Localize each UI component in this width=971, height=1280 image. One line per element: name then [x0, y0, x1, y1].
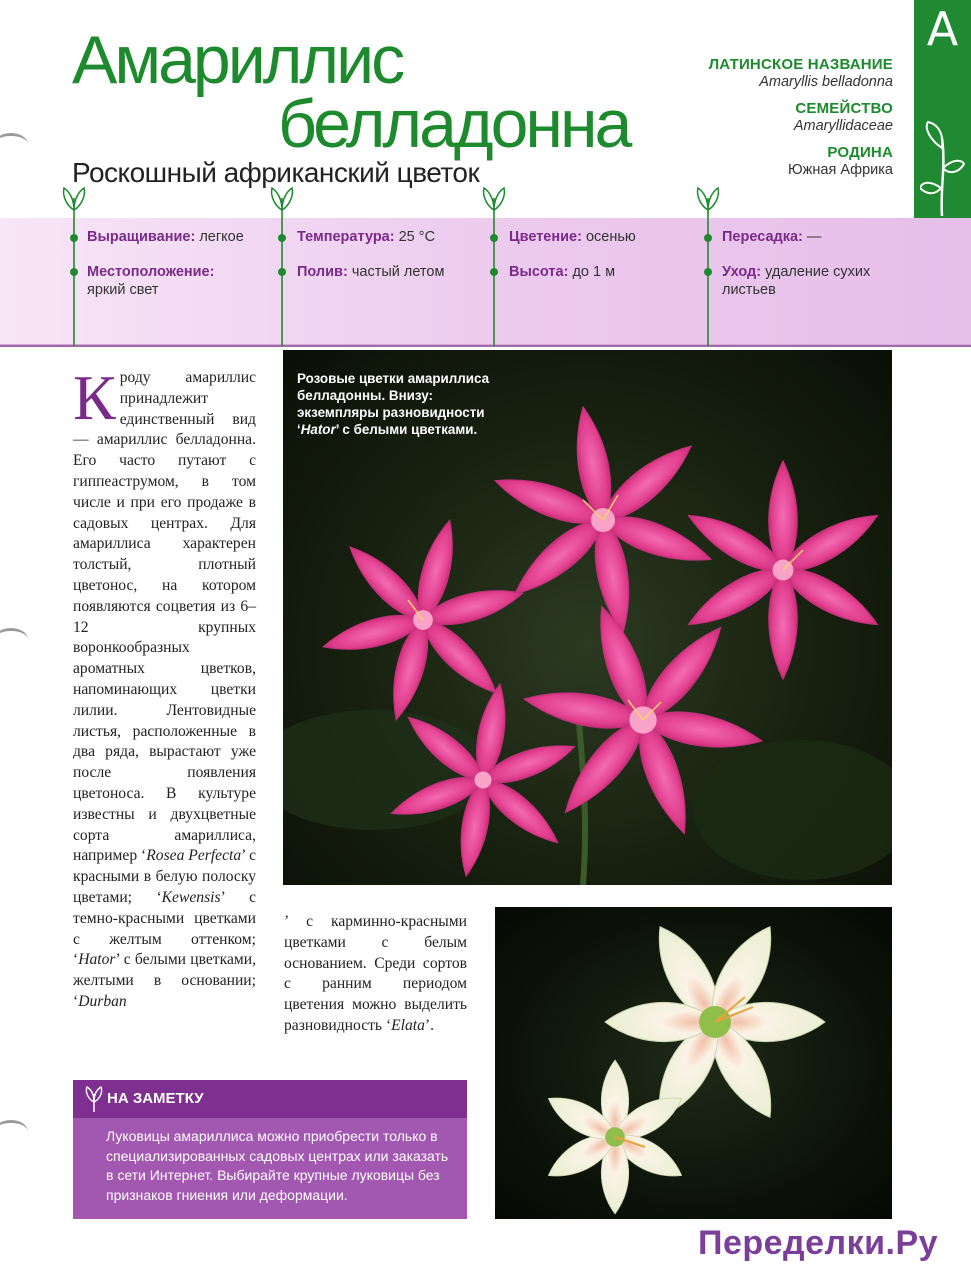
- bullet-dot: [70, 234, 78, 242]
- white-amaryllis-photo: [495, 907, 892, 1219]
- punch-hole: [0, 133, 28, 156]
- page-title: [72, 22, 630, 162]
- bullet-dot: [490, 268, 498, 276]
- care-maintenance: Уход: удаление сухих листьев: [722, 264, 871, 298]
- sprout-icon: [83, 1086, 105, 1112]
- stem-icon: [695, 186, 721, 346]
- title-line-1: Амариллис: [72, 22, 403, 98]
- bullet-dot: [70, 268, 78, 276]
- bullet-dot: [490, 234, 498, 242]
- family-value: Amaryllidaceae: [793, 118, 893, 134]
- bullet-dot: [704, 268, 712, 276]
- care-temperature: Температура: 25 °С: [297, 229, 436, 245]
- origin-value: Южная Африка: [788, 162, 893, 178]
- note-text: Луковицы амариллиса можно приобрести только в специализированных садовых центрах или заказать в сети Интернет. Выбирайте крупные луковицы без признаков гниения или деформации.: [106, 1128, 449, 1203]
- latin-name-value: Amaryllis belladonna: [759, 74, 893, 90]
- punch-hole: [0, 628, 28, 651]
- alphabet-tab: [914, 0, 971, 219]
- plant-facts: [709, 56, 893, 188]
- care-location: Местоположение: яркий свет: [87, 264, 215, 298]
- tab-letter: А: [926, 2, 959, 56]
- origin-label: РОДИНА: [827, 144, 893, 161]
- care-flowering: Цветение: осенью: [509, 229, 636, 245]
- white-flowers-illustration: [495, 907, 892, 1219]
- article-column-1: Кроду амариллис принадлежит единственный вид — амариллис белладонна. Его часто путают с гиппеаструмом, в том числе и при его продаже в садовых центрах. Для амариллиса характерен толстый, плотный цветонос, на котором появляются соцветия из 6–12 крупных воронкообразных ароматных цветков, напоминающих цветки лилии. Лентовидные листья, расположенные в два ряда, вырастают уже после появления цветоноса. В культуре известны и двухцветные сорта амариллиса, например ‘Rosea Perfecta’ с красными в белую полоску цветами; ‘Kewensis’ с темно-красными цветками с желтым оттенком; ‘Hator’ с белыми цветками, желтыми в основании; ‘Durban: [73, 362, 257, 1010]
- stem-icon: [269, 186, 295, 346]
- bullet-dot: [278, 234, 286, 242]
- site-watermark: Переделки.Ру: [698, 1224, 939, 1262]
- care-height: Высота: до 1 м: [509, 264, 616, 280]
- article-column-2: ’ с карминно-красными цветками с белым основанием. Среди сортов с ранним периодом цветения можно выделить разновидность ‘Elata’.: [284, 913, 467, 1034]
- note-title: НА ЗАМЕТКУ: [107, 1090, 204, 1107]
- note-box: [73, 1080, 467, 1219]
- sprout-icon: [920, 118, 966, 218]
- photo-caption: Розовые цветки амариллиса белладонны. Внизу: экземпляры разновидности ‘Hator’ с белыми цветками.: [297, 371, 490, 437]
- bullet-dot: [704, 234, 712, 242]
- latin-name-label: ЛАТИНСКОЕ НАЗВАНИЕ: [708, 56, 893, 73]
- stem-icon: [61, 186, 87, 346]
- pink-amaryllis-photo: [283, 350, 892, 885]
- care-growing: Выращивание: легкое: [87, 229, 244, 245]
- page-subtitle: Роскошный африканский цветок: [72, 157, 480, 188]
- stem-icon: [481, 186, 507, 346]
- care-repotting: Пересадка: —: [722, 229, 822, 245]
- title-line-2: белладонна: [278, 86, 630, 162]
- punch-hole: [0, 1120, 28, 1143]
- drop-cap: К: [73, 362, 116, 433]
- family-label: СЕМЕЙСТВО: [795, 100, 893, 117]
- care-watering: Полив: частый летом: [297, 264, 445, 280]
- bullet-dot: [278, 268, 286, 276]
